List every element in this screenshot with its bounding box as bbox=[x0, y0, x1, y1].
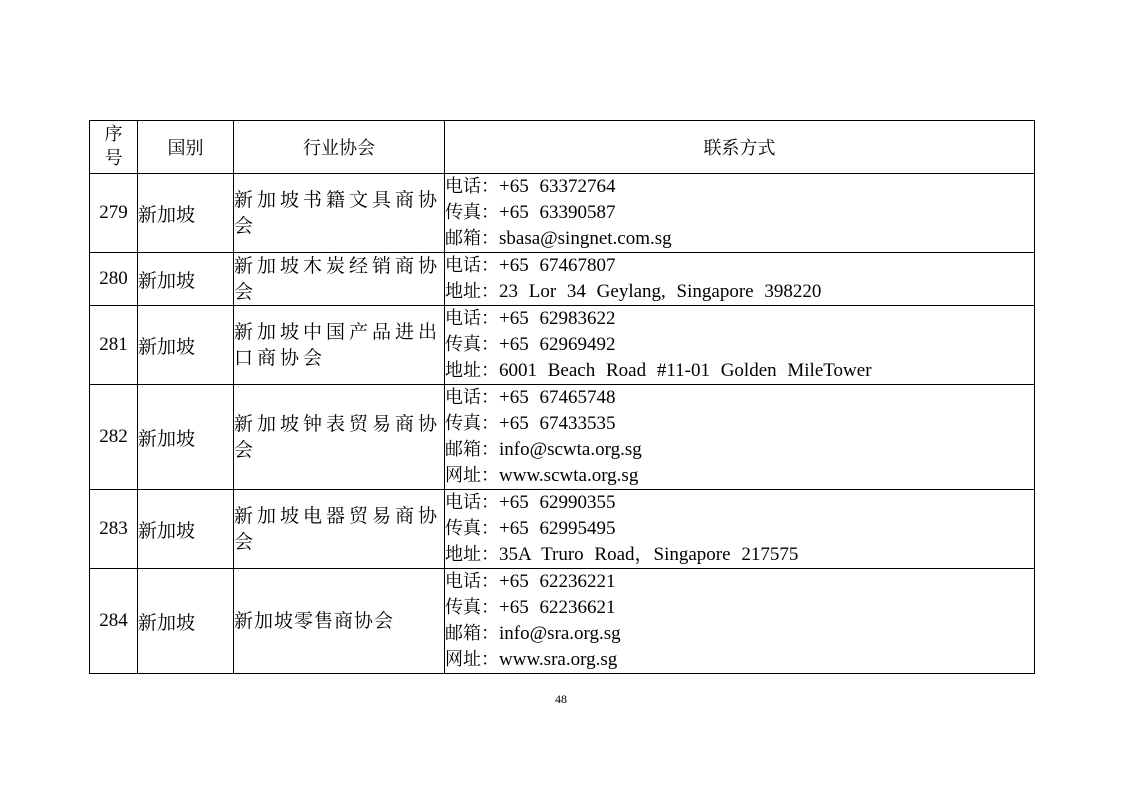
contact-value: 35A Truro Road，Singapore 217575 bbox=[499, 544, 799, 565]
contact-line bbox=[445, 647, 1034, 673]
contact-label: 电话： bbox=[445, 492, 499, 513]
header-association: 行业协会 bbox=[234, 121, 445, 174]
contact-label: 邮箱： bbox=[445, 228, 499, 249]
header-country: 国别 bbox=[138, 121, 234, 174]
contact-label: 电话： bbox=[445, 255, 499, 276]
table-header bbox=[90, 121, 1035, 174]
contact-label: 电话： bbox=[445, 571, 499, 592]
row-contact bbox=[445, 569, 1035, 674]
contact-label: 邮箱： bbox=[445, 439, 499, 460]
header-contact: 联系方式 bbox=[445, 121, 1035, 174]
page-number: 48 bbox=[555, 692, 567, 706]
table-body bbox=[90, 174, 1035, 674]
association-table bbox=[89, 120, 1035, 674]
row-association: 新加坡电器贸易商协会 bbox=[234, 490, 445, 569]
row-contact bbox=[445, 385, 1035, 490]
contact-value: +65 62983622 bbox=[499, 308, 616, 329]
contact-value: +65 62236221 bbox=[499, 571, 616, 592]
row-country: 新加坡 bbox=[138, 253, 234, 306]
contact-value: +65 62236621 bbox=[499, 597, 616, 618]
row-number: 280 bbox=[90, 253, 138, 306]
contact-label: 电话： bbox=[445, 176, 499, 197]
contact-value: +65 63390587 bbox=[499, 202, 616, 223]
contact-line bbox=[445, 437, 1034, 463]
contact-line bbox=[445, 306, 1034, 332]
contact-label: 地址： bbox=[445, 544, 499, 565]
row-number: 284 bbox=[90, 569, 138, 674]
contact-label: 邮箱： bbox=[445, 623, 499, 644]
row-association: 新加坡中国产品进出口商协会 bbox=[234, 306, 445, 385]
contact-line bbox=[445, 595, 1034, 621]
row-association: 新加坡钟表贸易商协会 bbox=[234, 385, 445, 490]
row-country: 新加坡 bbox=[138, 569, 234, 674]
contact-line bbox=[445, 490, 1034, 516]
contact-label: 传真： bbox=[445, 518, 499, 539]
contact-label: 传真： bbox=[445, 202, 499, 223]
row-country: 新加坡 bbox=[138, 174, 234, 253]
row-number: 282 bbox=[90, 385, 138, 490]
row-contact bbox=[445, 253, 1035, 306]
contact-label: 网址： bbox=[445, 465, 499, 486]
row-number: 281 bbox=[90, 306, 138, 385]
contact-label: 地址： bbox=[445, 360, 499, 381]
contact-value: 23 Lor 34 Geylang, Singapore 398220 bbox=[499, 281, 822, 302]
contact-line bbox=[445, 463, 1034, 489]
header-no bbox=[90, 121, 138, 174]
contact-line bbox=[445, 516, 1034, 542]
contact-line bbox=[445, 226, 1034, 252]
contact-label: 网址： bbox=[445, 649, 499, 670]
contact-line bbox=[445, 332, 1034, 358]
row-country: 新加坡 bbox=[138, 385, 234, 490]
contact-line bbox=[445, 279, 1034, 305]
table-row bbox=[90, 174, 1035, 253]
contact-line bbox=[445, 621, 1034, 647]
row-association: 新加坡零售商协会 bbox=[234, 569, 445, 674]
contact-value: +65 62990355 bbox=[499, 492, 616, 513]
header-no-line2: 号 bbox=[104, 148, 123, 169]
contact-line bbox=[445, 358, 1034, 384]
table-row bbox=[90, 306, 1035, 385]
contact-line bbox=[445, 200, 1034, 226]
contact-value: +65 62969492 bbox=[499, 334, 616, 355]
row-country: 新加坡 bbox=[138, 490, 234, 569]
table-row bbox=[90, 569, 1035, 674]
row-contact bbox=[445, 306, 1035, 385]
table-row bbox=[90, 253, 1035, 306]
contact-value: +65 63372764 bbox=[499, 176, 616, 197]
contact-line bbox=[445, 174, 1034, 200]
contact-link[interactable]: www.scwta.org.sg bbox=[499, 465, 639, 486]
table-row bbox=[90, 385, 1035, 490]
row-number: 283 bbox=[90, 490, 138, 569]
contact-line bbox=[445, 542, 1034, 568]
contact-link[interactable]: sbasa@singnet.com.sg bbox=[499, 228, 672, 249]
row-number: 279 bbox=[90, 174, 138, 253]
contact-label: 传真： bbox=[445, 597, 499, 618]
contact-line bbox=[445, 253, 1034, 279]
contact-label: 电话： bbox=[445, 308, 499, 329]
contact-value: +65 67433535 bbox=[499, 413, 616, 434]
row-contact bbox=[445, 174, 1035, 253]
contact-value: +65 67467807 bbox=[499, 255, 616, 276]
contact-value: +65 62995495 bbox=[499, 518, 616, 539]
header-row bbox=[90, 121, 1035, 174]
contact-line bbox=[445, 411, 1034, 437]
contact-label: 地址： bbox=[445, 281, 499, 302]
contact-label: 传真： bbox=[445, 334, 499, 355]
contact-value: 6001 Beach Road #11-01 Golden MileTower bbox=[499, 360, 872, 381]
row-country: 新加坡 bbox=[138, 306, 234, 385]
header-no-line1: 序 bbox=[104, 124, 123, 145]
row-association: 新加坡木炭经销商协会 bbox=[234, 253, 445, 306]
row-association: 新加坡书籍文具商协会 bbox=[234, 174, 445, 253]
contact-value: +65 67465748 bbox=[499, 387, 616, 408]
table-row bbox=[90, 490, 1035, 569]
contact-label: 电话： bbox=[445, 387, 499, 408]
contact-line bbox=[445, 569, 1034, 595]
contact-link[interactable]: www.sra.org.sg bbox=[499, 649, 618, 670]
contact-line bbox=[445, 385, 1034, 411]
contact-link[interactable]: info@sra.org.sg bbox=[499, 623, 621, 644]
contact-label: 传真： bbox=[445, 413, 499, 434]
contact-link[interactable]: info@scwta.org.sg bbox=[499, 439, 642, 460]
row-contact bbox=[445, 490, 1035, 569]
